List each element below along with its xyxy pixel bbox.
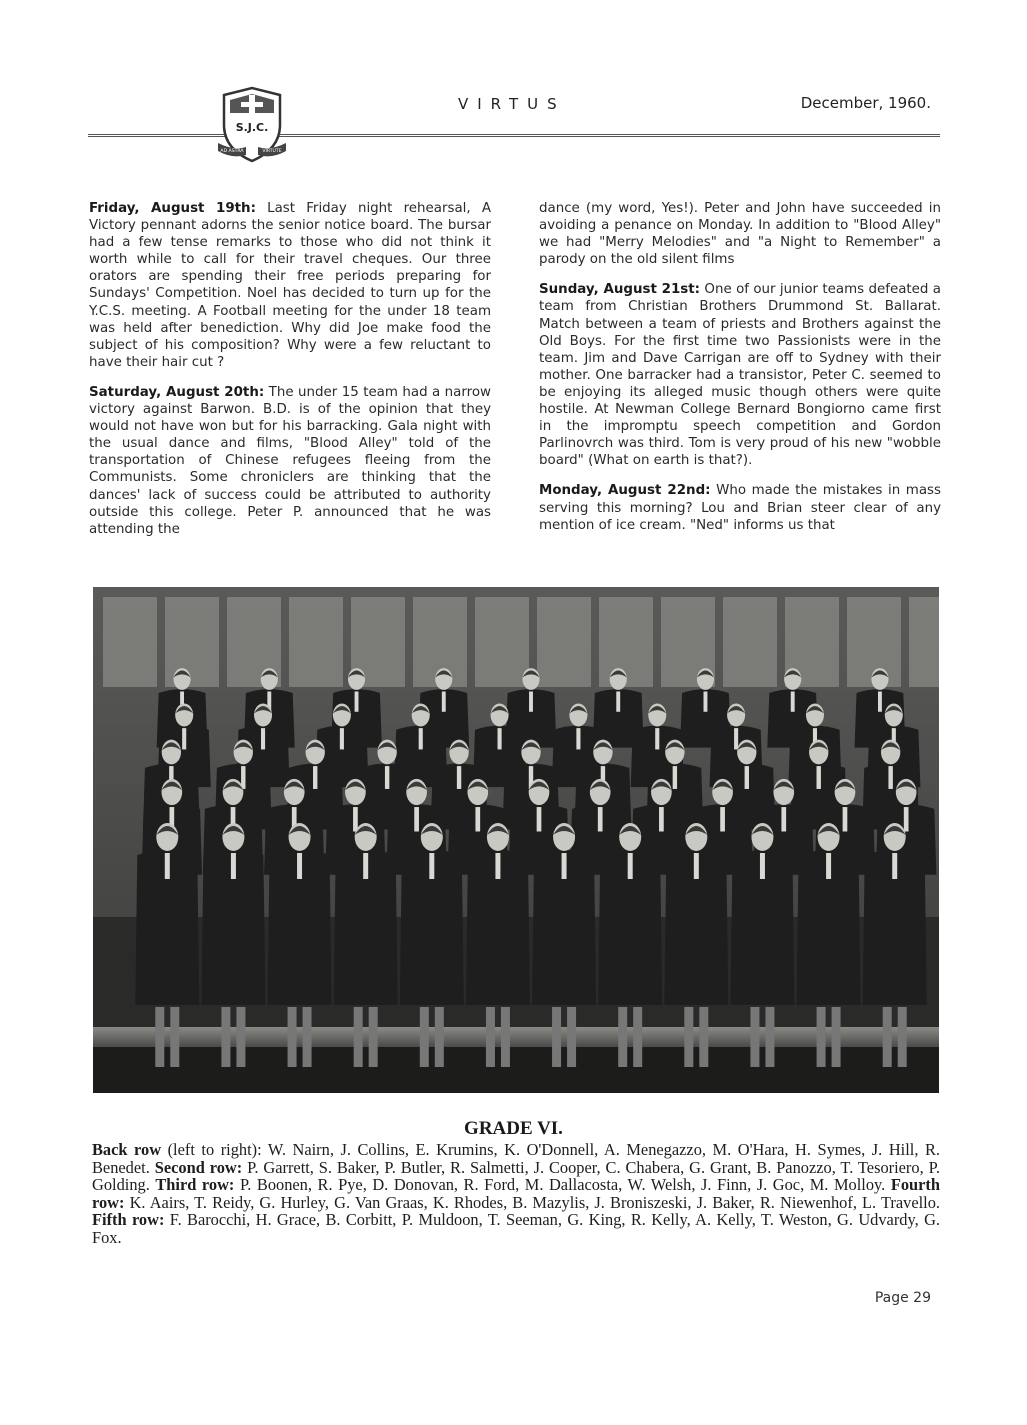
window-pane bbox=[103, 597, 157, 687]
row-label: Back row bbox=[92, 1140, 162, 1159]
diary-entry bbox=[89, 384, 491, 538]
row-names: K. Aairs, T. Reidy, G. Hurley, G. Van Graas, K. Rhodes, B. Mazylis, J. Broniszeski, J. Baker, R. Niewenhof, L. Travello. bbox=[124, 1192, 940, 1212]
background-windows bbox=[103, 597, 939, 687]
entry-heading: Saturday, August 20th: bbox=[89, 384, 265, 400]
window-pane bbox=[599, 597, 653, 687]
row-names: P. Garrett, S. Baker, P. Butler, R. Salmetti, J. Cooper, C. Chabera, G. Grant, B. Panozzo, T. Tesoriero, P. Golding. bbox=[92, 1157, 940, 1195]
row-label: Third row: bbox=[155, 1175, 235, 1195]
crest-text: S.J.C. bbox=[235, 121, 269, 134]
row-label: Second row: bbox=[154, 1157, 243, 1177]
caption-title: GRADE VI. bbox=[464, 1118, 563, 1139]
entry-heading: Friday, August 19th: bbox=[89, 201, 256, 216]
entry-text: The under 15 team had a narrow victory against Barwon. B.D. is of the opinion that they would not have won but for his barracking. Gala night with the usual dance and films, "Blood Alley" told of the transportation of Chinese refugees fleeing from the Communists. Some chroniclers are thinking that the dances' lack of success could be attributed to authority outside this college. Peter P. announced that he was attending the bbox=[89, 384, 491, 537]
diary-entry bbox=[539, 281, 941, 469]
row-label: Fourth row: bbox=[92, 1175, 940, 1212]
row-names: P. Boonen, R. Pye, D. Donovan, R. Ford, M. Dallacosta, W. Welsh, J. Finn, J. Goc, M. Molloy. bbox=[234, 1175, 891, 1195]
window-pane bbox=[537, 597, 591, 687]
entry-heading: Sunday, August 21st: bbox=[539, 282, 701, 298]
crest-motto-left: AD ASTRA bbox=[220, 149, 244, 154]
window-pane bbox=[475, 597, 529, 687]
diary-entry bbox=[539, 482, 941, 533]
row-label: Fifth row: bbox=[92, 1210, 165, 1230]
magazine-title: VIRTUS bbox=[458, 95, 566, 113]
window-pane bbox=[289, 597, 343, 687]
entry-heading: Monday, August 22nd: bbox=[539, 483, 711, 499]
window-pane bbox=[165, 597, 219, 687]
diary-entry-continued bbox=[539, 200, 941, 268]
entry-text: dance (my word, Yes!). Peter and John have succeeded in avoiding a penance on Monday. In addition to "Blood Alley" we had "Merry Melodies" and "a Night to Remember" a parody on the old silent films bbox=[539, 201, 941, 268]
window-pane bbox=[909, 597, 939, 687]
right-column bbox=[539, 200, 941, 547]
window-pane bbox=[723, 597, 777, 687]
photo-caption bbox=[92, 1141, 940, 1247]
entry-text: One of our junior teams defeated a team from Christian Brothers Drummond St. Ballarat. Match between a team of priests and Brothers against the Old Boys. For the first time two Passionists were in the team. Jim and Dave Carrigan are off to Sydney with their mother. One barracker had a transistor, Peter C. seemed to be enjoying its alleged music though others were quite hostile. At Newman College Bernard Bongiorno came first in the impromptu speech competition and Gordon Parlinovrch was third. Tom is very proud of his new "wobble board" (What on earth is that?). bbox=[539, 282, 942, 469]
class-photo-image bbox=[93, 587, 939, 1093]
class-photograph bbox=[93, 587, 939, 1093]
crest-motto-right: VIRTUTE bbox=[262, 149, 282, 154]
row-names: F. Barocchi, H. Grace, B. Corbitt, P. Muldoon, T. Seeman, G. King, R. Kelly, A. Kelly, T. Weston, G. Udvardy, G. Fox. bbox=[92, 1210, 940, 1247]
page-number: Page 29 bbox=[874, 1290, 931, 1306]
left-column bbox=[89, 200, 491, 551]
entry-text: Last Friday night rehearsal, A Victory pennant adorns the senior notice board. The bursar had a few tense remarks to those who did not think it worth while to call for their travel cheques. Our three orators are spending their free periods preparing for Sundays' Competition. Noel has decided to turn up for the Y.C.S. meeting. A Football meeting for the under 18 team was held after benediction. Why did Joe make food the subject of his composition? Why were a few reluctant to have their hair cut ? bbox=[89, 201, 491, 370]
diary-entry bbox=[89, 200, 491, 371]
issue-date: December, 1960. bbox=[800, 94, 931, 112]
entry-text: Who made the mistakes in mass serving this morning? Lou and Brian steer clear of any mention of ice cream. "Ned" informs us that bbox=[539, 483, 941, 533]
school-crest bbox=[216, 85, 288, 167]
row-names: (left to right): W. Nairn, J. Collins, E. Krumins, K. O'Donnell, A. Menegazzo, M. O'Hara, H. Symes, J. Hill, R. Benedet. bbox=[92, 1140, 940, 1177]
